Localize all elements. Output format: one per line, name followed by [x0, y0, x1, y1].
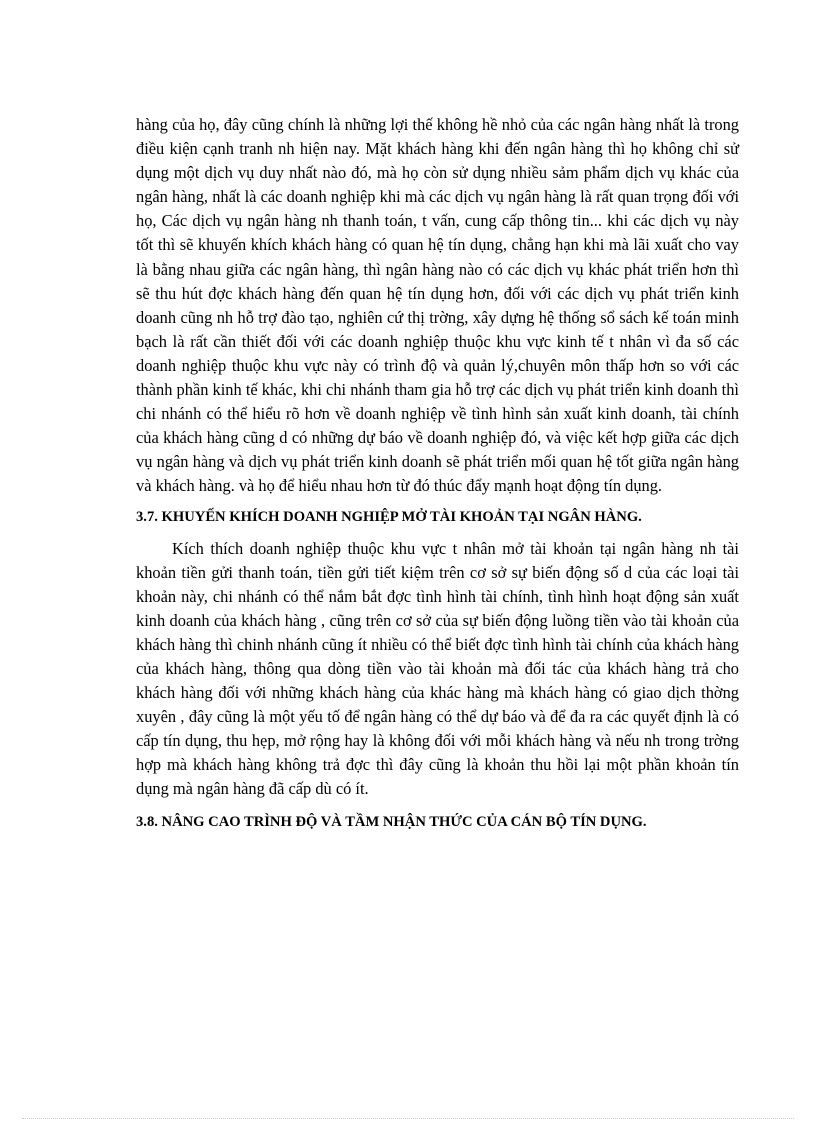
- document-body: [136, 113, 739, 842]
- body-paragraph: hàng của họ, đây cũng chính là những lợi thế không hề nhỏ của các ngân hàng nhất là trong điều kiện cạnh tranh nh hiện nay. Mặt khách hàng khi đến ngân hàng thì họ không chỉ sử dụng một dịch vụ duy nhất nào đó, mà họ còn sử dụng nhiều sảm phẩm dịch vụ khác của ngân hàng, nhất là các doanh nghiệp khi mà các dịch vụ ngân hàng là rất quan trọng đối với họ, Các dịch vụ ngân hàng nh thanh toán, t vấn, cung cấp thông tin... khi các dịch vụ này tốt thì sẽ khuyến khích khách hàng có quan hệ tín dụng, chẳng hạn khi mà lãi xuất cho vay là bằng nhau giữa các ngân hàng, thì ngân hàng nào có các dịch vụ khác phát triển hơn thì sẽ thu hút đợc khách hàng đến quan hệ tín dụng hơn, đối với các dịch vụ phát triển kinh doanh cũng nh hỗ trợ đào tạo, nghiên cứ thị trờng, xây dựng hệ thống sổ sách kế toán minh bạch là rất cần thiết đối với các doanh nghiệp thuộc khu vực kinh tế t nhân vì đa số các doanh nghiệp thuộc khu vực này có trình độ và quản lý,chuyên môn thấp hơn so với các thành phần kinh tế khác, khi chi nhánh tham gia hỗ trợ các dịch vụ phát triển kinh doanh thì chi nhánh có thể hiểu rõ hơn về doanh nghiệp về tình hình sản xuất kinh doanh, tài chính của khách hàng cũng d có những dự báo về doanh nghiệp đó, và việc kết hợp giữa các dịch vụ ngân hàng và dịch vụ phát triển kinh doanh sẽ phát triển mối quan hệ tốt giữa ngân hàng và khách hàng. và họ để hiểu nhau hơn từ đó thúc đẩy mạnh hoạt động tín dụng.: [136, 115, 739, 496]
- section-heading-3-8: 3.8. NÂNG CAO TRÌNH ĐỘ VÀ TẦM NHẬN THỨC CỦA CÁN BỘ TÍN DỤNG.: [136, 813, 647, 830]
- body-paragraph: Kích thích doanh nghiệp thuộc khu vực t nhân mở tài khoản tại ngân hàng nh tài khoản tiền gửi thanh toán, tiền gửi tiết kiệm trên cơ sở sự biến động số d của các loại tài khoản này, chi nhánh có thể nắm bắt đợc tình hình tài chính, tình hình hoạt động sản xuất kinh doanh của khách hàng , cũng trên cơ sở của sự biến động luồng tiền vào tài khoản của khách hàng thì chinh nhánh cũng ít nhiều có thể biết đợc tình hình tài chính của khách hàng của khách hàng, thông qua dòng tiền vào tài khoản mà đối tác của khách hàng trả cho khách hàng đối với những khách hàng của khác hàng mà khách hàng có giao dịch thờng xuyên , đây cũng là một yếu tố để ngân hàng có thể dự báo và để đa ra các quyết định là có cấp tín dụng, thu hẹp, mở rộng hay là không đối với mỗi khách hàng và nếu nh trong trờng hợp mà khách hàng không trả đợc thì đây cũng là khoản thu hồi lại một phần khoản tín dụng mà ngân hàng đã cấp dù có ít.: [136, 538, 739, 799]
- page-bottom-border: [22, 1118, 794, 1119]
- section-heading-3-7: 3.7. KHUYẾN KHÍCH DOANH NGHIỆP MỞ TÀI KHOẢN TẠI NGÂN HÀNG.: [136, 508, 642, 525]
